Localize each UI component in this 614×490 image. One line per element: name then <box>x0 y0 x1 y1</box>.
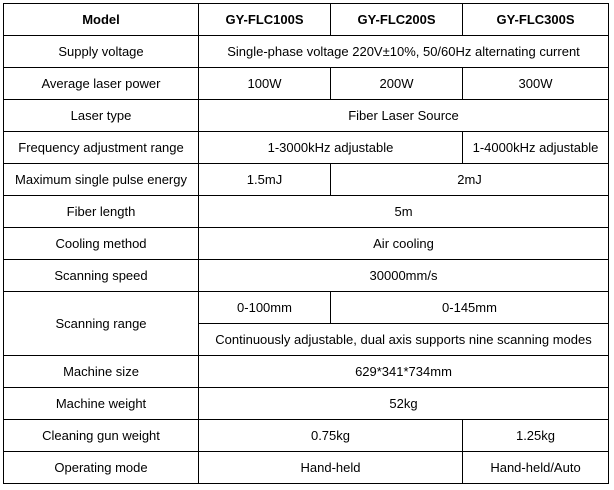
row-operating-mode <box>4 452 609 484</box>
label-operating-mode: Operating mode <box>4 452 199 484</box>
value-scanning-speed: 30000mm/s <box>199 260 609 292</box>
label-average-laser-power: Average laser power <box>4 68 199 100</box>
header-gy-flc300s: GY-FLC300S <box>463 4 609 36</box>
value-operating-mode-300s: Hand-held/Auto <box>463 452 609 484</box>
row-scanning-range <box>4 292 609 324</box>
label-scanning-speed: Scanning speed <box>4 260 199 292</box>
row-cooling-method <box>4 228 609 260</box>
value-gun-weight-300s: 1.25kg <box>463 420 609 452</box>
label-cleaning-gun-weight: Cleaning gun weight <box>4 420 199 452</box>
value-scanning-range-100s: 0-100mm <box>199 292 331 324</box>
row-supply-voltage <box>4 36 609 68</box>
value-scanning-range-note: Continuously adjustable, dual axis supports nine scanning modes <box>199 324 609 356</box>
row-machine-weight <box>4 388 609 420</box>
value-gun-weight-100s-200s: 0.75kg <box>199 420 463 452</box>
label-frequency-range: Frequency adjustment range <box>4 132 199 164</box>
spec-table <box>3 3 609 484</box>
header-gy-flc100s: GY-FLC100S <box>199 4 331 36</box>
label-laser-type: Laser type <box>4 100 199 132</box>
value-power-100s: 100W <box>199 68 331 100</box>
header-row <box>4 4 609 36</box>
value-power-300s: 300W <box>463 68 609 100</box>
label-fiber-length: Fiber length <box>4 196 199 228</box>
row-frequency-range <box>4 132 609 164</box>
label-cooling-method: Cooling method <box>4 228 199 260</box>
value-scanning-range-200s-300s: 0-145mm <box>331 292 609 324</box>
row-laser-type <box>4 100 609 132</box>
row-average-laser-power <box>4 68 609 100</box>
row-machine-size <box>4 356 609 388</box>
value-pulse-energy-200s-300s: 2mJ <box>331 164 609 196</box>
value-machine-size: 629*341*734mm <box>199 356 609 388</box>
label-supply-voltage: Supply voltage <box>4 36 199 68</box>
label-machine-size: Machine size <box>4 356 199 388</box>
header-model: Model <box>4 4 199 36</box>
label-machine-weight: Machine weight <box>4 388 199 420</box>
value-frequency-300s: 1-4000kHz adjustable <box>463 132 609 164</box>
value-operating-mode-100s-200s: Hand-held <box>199 452 463 484</box>
label-scanning-range: Scanning range <box>4 292 199 356</box>
row-fiber-length <box>4 196 609 228</box>
row-pulse-energy <box>4 164 609 196</box>
value-laser-type: Fiber Laser Source <box>199 100 609 132</box>
label-pulse-energy: Maximum single pulse energy <box>4 164 199 196</box>
value-frequency-100s-200s: 1-3000kHz adjustable <box>199 132 463 164</box>
value-fiber-length: 5m <box>199 196 609 228</box>
value-pulse-energy-100s: 1.5mJ <box>199 164 331 196</box>
value-supply-voltage: Single-phase voltage 220V±10%, 50/60Hz alternating current <box>199 36 609 68</box>
value-cooling-method: Air cooling <box>199 228 609 260</box>
value-machine-weight: 52kg <box>199 388 609 420</box>
header-gy-flc200s: GY-FLC200S <box>331 4 463 36</box>
row-cleaning-gun-weight <box>4 420 609 452</box>
value-power-200s: 200W <box>331 68 463 100</box>
row-scanning-speed <box>4 260 609 292</box>
